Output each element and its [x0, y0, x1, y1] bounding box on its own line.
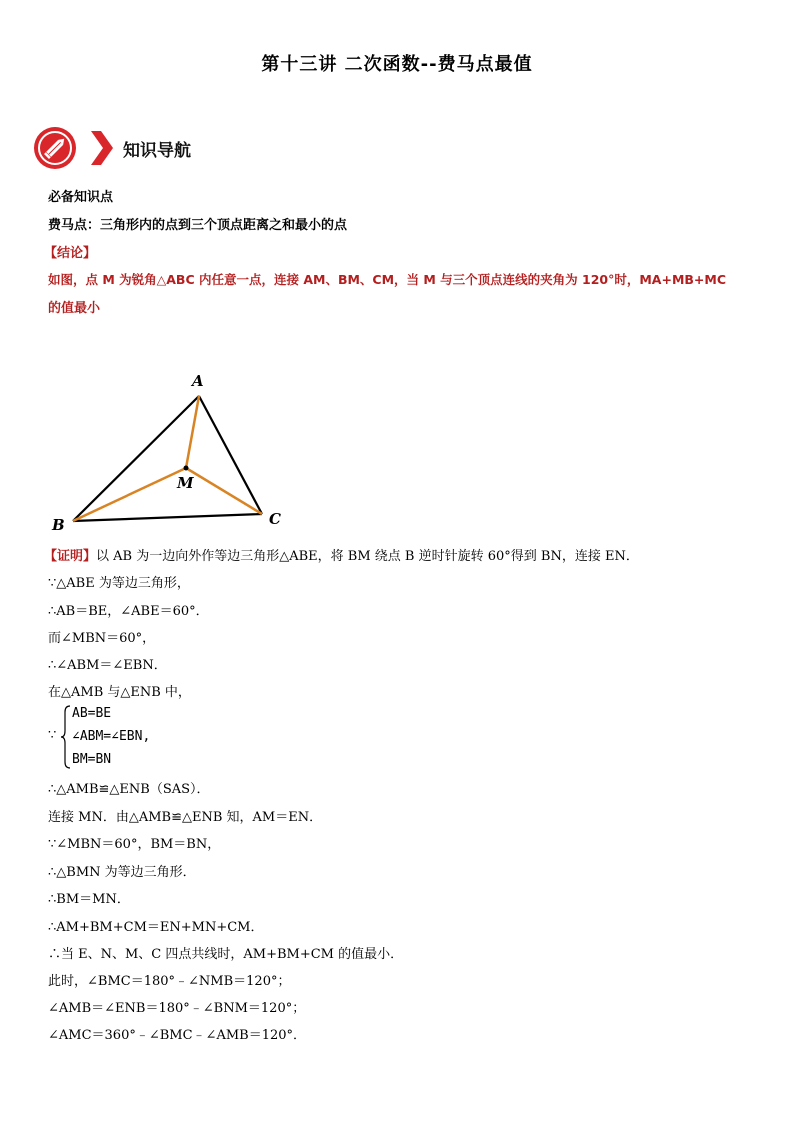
- triangle-abc: [73, 396, 262, 521]
- label-m: M: [177, 474, 194, 492]
- proof-tag: 【证明】: [44, 549, 97, 564]
- conclusion-text-line1: 如图，点 M 为锐角△ABC 内任意一点，连接 AM、BM、CM，当 M 与三个顶点连线的夹角为 120°时，MA+MB+MC: [48, 272, 727, 287]
- proof-line-10: ∴△BMN 为等边三角形．: [48, 865, 196, 880]
- section-header: [33, 126, 333, 170]
- proof-line-3: ∴AB＝BE，∠ABE＝60°．: [48, 604, 209, 619]
- proof-line-15: ∠AMB＝∠ENB＝180°﹣∠BNM＝120°；: [48, 1001, 306, 1016]
- conclusion-tag: 【结论】: [44, 246, 97, 261]
- proof-line-14: 此时，∠BMC＝180°﹣∠NMB＝120°；: [48, 974, 291, 989]
- proof-line-7: ∴△AMB≌△ENB（SAS）．: [48, 782, 210, 797]
- label-b: B: [52, 516, 65, 534]
- point-m: [184, 466, 189, 471]
- label-a: A: [192, 372, 204, 390]
- chevron-right-icon: [89, 129, 115, 167]
- proof-line-11: ∴BM＝MN．: [48, 892, 130, 907]
- proof-line-13: ∴当 E、N、M、C 四点共线时，AM+BM+CM 的值最小．: [48, 947, 404, 962]
- conclusion-text-line2: 的值最小: [48, 301, 101, 316]
- proof-line-12: ∴AM+BM+CM＝EN+MN+CM．: [48, 920, 264, 935]
- fermat-triangle-figure: [40, 362, 300, 540]
- condition-3: BM=BN: [72, 752, 112, 767]
- label-c: C: [269, 510, 281, 528]
- proof-line-5: ∴∠ABM＝∠EBN．: [48, 658, 167, 673]
- proof-text-1: 以 AB 为一边向外作等边三角形△ABE，将 BM 绕点 B 逆时针旋转 60°得到 BN，连接 EN．: [96, 549, 639, 564]
- condition-1: AB=BE: [72, 706, 112, 721]
- pencil-icon: [33, 126, 77, 170]
- condition-2: ∠ABM=∠EBN,: [72, 729, 151, 744]
- proof-line-2: ∵△ABE 为等边三角形，: [48, 576, 190, 591]
- because-symbol: ∵: [48, 728, 57, 743]
- proof-line-8: 连接 MN．由△AMB≌△ENB 知，AM＝EN．: [48, 810, 323, 825]
- proof-line-4: 而∠MBN＝60°，: [48, 631, 156, 646]
- congruence-conditions: [48, 704, 248, 770]
- page-title: 第十三讲 二次函数--费马点最值: [261, 54, 533, 75]
- fermat-definition: 费马点：三角形内的点到三个顶点距离之和最小的点: [48, 218, 348, 233]
- segments-to-m: [73, 396, 262, 521]
- proof-line-16: ∠AMC＝360°﹣∠BMC﹣∠AMB＝120°．: [48, 1028, 307, 1043]
- proof-line-9: ∵∠MBN＝60°，BM＝BN，: [48, 837, 221, 852]
- proof-line-1: [44, 545, 639, 564]
- proof-line-6: 在△AMB 与△ENB 中，: [48, 685, 191, 700]
- left-brace: [61, 704, 71, 770]
- section-title: 知识导航: [123, 141, 191, 161]
- knowledge-heading: 必备知识点: [48, 190, 114, 205]
